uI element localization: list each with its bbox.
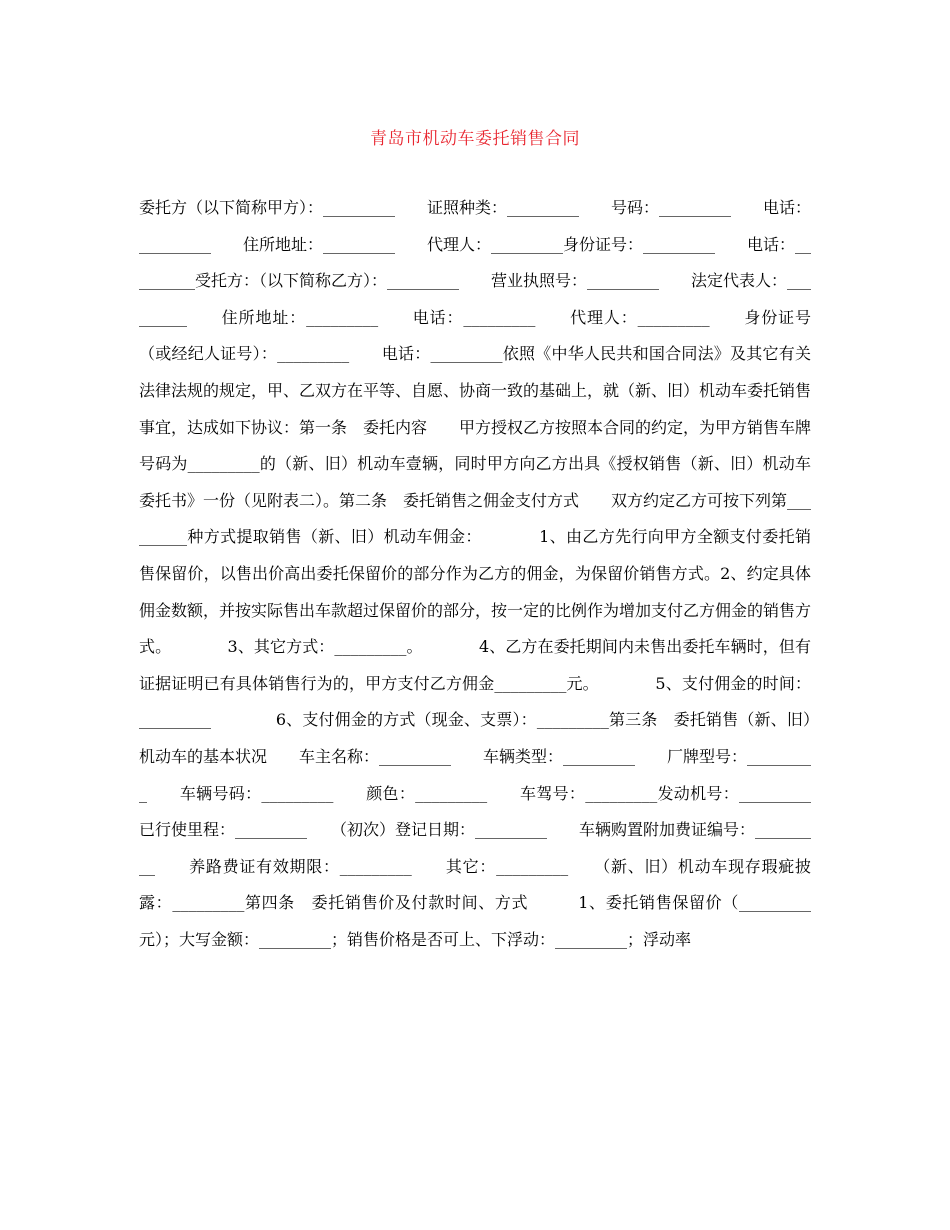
contract-body-text: 委托方（以下简称甲方）：_________ 证照种类：_________ 号码：_________ 电话：_________ 住所地址：_________ 代理人：_________身份证号：_________ 电话：_________受托方：（以下简称乙方）：_________ 营业执照号：_________ 法定代表人：_________ 住所地址：_________ 电话：_________ 代理人：_________ 身份证号（或经纪人证号）：_________ 电话：_________依照《中华人民共和国合同法》及其它有关法律法规的规定，甲、乙双方在平等、自愿、协商一致的基础上，就（新、旧）机动车委托销售事宜，达成如下协议：第一条 委托内容 甲方授权乙方按照本合同的约定，为甲方销售车牌号码为_________的（新、旧）机动车壹辆，同时甲方向乙方出具《授权销售（新、旧）机动车委托书》一份（见附表二）。第二条 委托销售之佣金支付方式 双方约定乙方可按下列第_________种方式提取销售（新、旧）机动车佣金： 1、由乙方先行向甲方全额支付委托销售保留价，以售出价高出委托保留价的部分作为乙方的佣金，为保留价销售方式。2、约定具体佣金数额，并按实际售出车款超过保留价的部分，按一定的比例作为增加支付乙方佣金的销售方式。 3、其它方式：_________。 4、乙方在委托期间内未售出委托车辆时，但有证据证明已有具体销售行为的，甲方支付乙方佣金_________元。 5、支付佣金的时间：_________ 6、支付佣金的方式（现金、支票）：_________第三条 委托销售（新、旧）机动车的基本状况 车主名称：_________ 车辆类型：_________ 厂牌型号：_________ 车辆号码：_________ 颜色：_________ 车驾号：_________发动机号：_________ 已行使里程：_________ （初次）登记日期：_________ 车辆购置附加费证编号：_________ 养路费证有效期限：_________ 其它：_________ （新、旧）机动车现存瑕疵披露：_________第四条 委托销售价及付款时间、方式 1、委托销售保留价（_________元）；大写金额：_________；销售价格是否可上、下浮动：_________；浮动率 — [139, 198, 844, 949]
document-title: 青岛市机动车委托销售合同 — [370, 129, 580, 149]
